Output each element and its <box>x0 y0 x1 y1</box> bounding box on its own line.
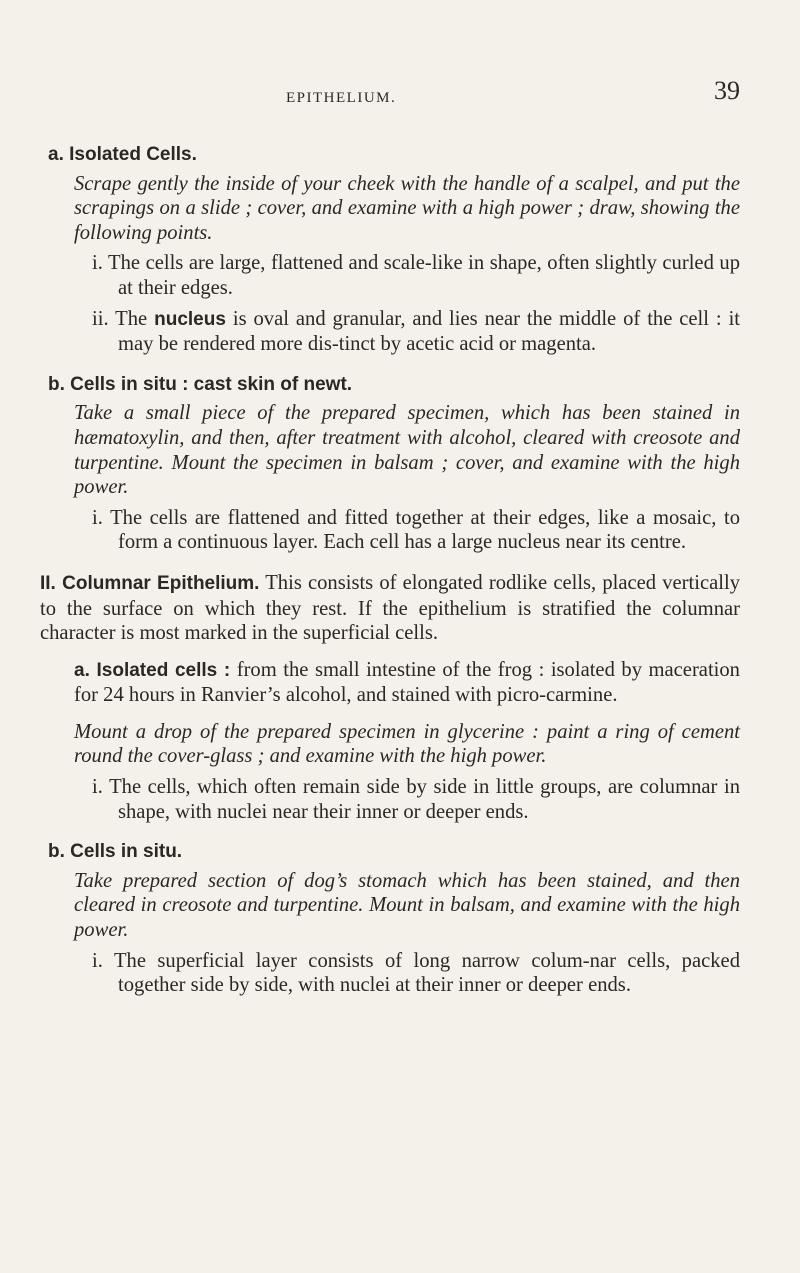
section-heading-columnar: II. Columnar Epithelium. <box>40 572 260 594</box>
running-head <box>40 76 740 112</box>
item-marker: i. <box>92 776 103 799</box>
item-bold-term: nucleus <box>154 308 226 330</box>
list-item <box>40 251 740 300</box>
list-item <box>40 506 740 555</box>
item-marker: i. <box>92 252 103 275</box>
item-marker: i. <box>92 949 103 972</box>
list-item <box>40 775 740 824</box>
section-heading-cells-in-situ: b. Cells in situ : cast skin of newt. <box>48 373 353 395</box>
running-title: EPITHELIUM. <box>286 90 397 106</box>
section-heading-isolated-cells: a. Isolated Cells. <box>48 144 197 165</box>
paragraph-text: from the small intestine of the frog : isolated by maceration for 24 hours in Ranvier’s alcohol, and stained with picro-carmine. <box>74 658 740 707</box>
directions-columnar-isolated: Mount a drop of the prepared specimen in glycerine : paint a ring of cement round the cover-glass ; and examine with the high power. <box>74 720 740 768</box>
item-text: The <box>115 307 155 330</box>
columnar-isolated-paragraph <box>40 658 740 708</box>
page-body <box>40 143 740 998</box>
item-text: is oval and granular, and lies near the middle of the cell : it may be rendered more dis-tinct by acetic acid or magenta. <box>118 307 741 356</box>
list-item <box>40 307 740 357</box>
book-page <box>40 0 740 1273</box>
directions-columnar-in-situ: Take prepared section of dog’s stomach which has been stained, and then cleared in creosote and turpentine. Mount in balsam, and examine with the high power. <box>74 869 740 942</box>
columnar-paragraph <box>40 571 740 646</box>
section-heading-columnar-in-situ: b. Cells in situ. <box>48 841 183 863</box>
item-text: The superficial layer consists of long narrow colum-nar cells, packed together side by side, with nuclei at their inner or deeper ends. <box>113 949 740 997</box>
item-marker: i. <box>92 506 103 529</box>
item-text: The cells are large, flattened and scale-like in shape, often slightly curled up at their edges. <box>108 252 740 299</box>
list-item <box>40 949 740 998</box>
item-marker: ii. <box>92 307 109 330</box>
item-text: The cells are flattened and fitted together at their edges, like a mosaic, to form a continuous layer. Each cell has a large nucleus near its centre. <box>110 506 741 554</box>
section-heading-columnar-isolated: a. Isolated cells : <box>74 659 231 681</box>
directions-isolated-cells: Scrape gently the inside of your cheek with the handle of a scalpel, and put the scrapings on a slide ; cover, and examine with a high power ; draw, showing the following points. <box>74 172 740 244</box>
paragraph-text: This consists of elongated rodlike cells, placed vertically to the surface on which they rest. If the epithelium is stratified the columnar character is most marked in the superficial cells. <box>40 571 740 645</box>
item-text: The cells, which often remain side by side in little groups, are columnar in shape, with nuclei near their inner or deeper ends. <box>109 776 740 823</box>
directions-cells-in-situ: Take a small piece of the prepared specimen, which has been stained in hæmatoxylin, and then, after treatment with alcohol, cleared with creosote and turpentine. Mount the specimen in balsam ; cover, and examine with the high power. <box>74 402 740 499</box>
page-number: 39 <box>714 76 740 105</box>
